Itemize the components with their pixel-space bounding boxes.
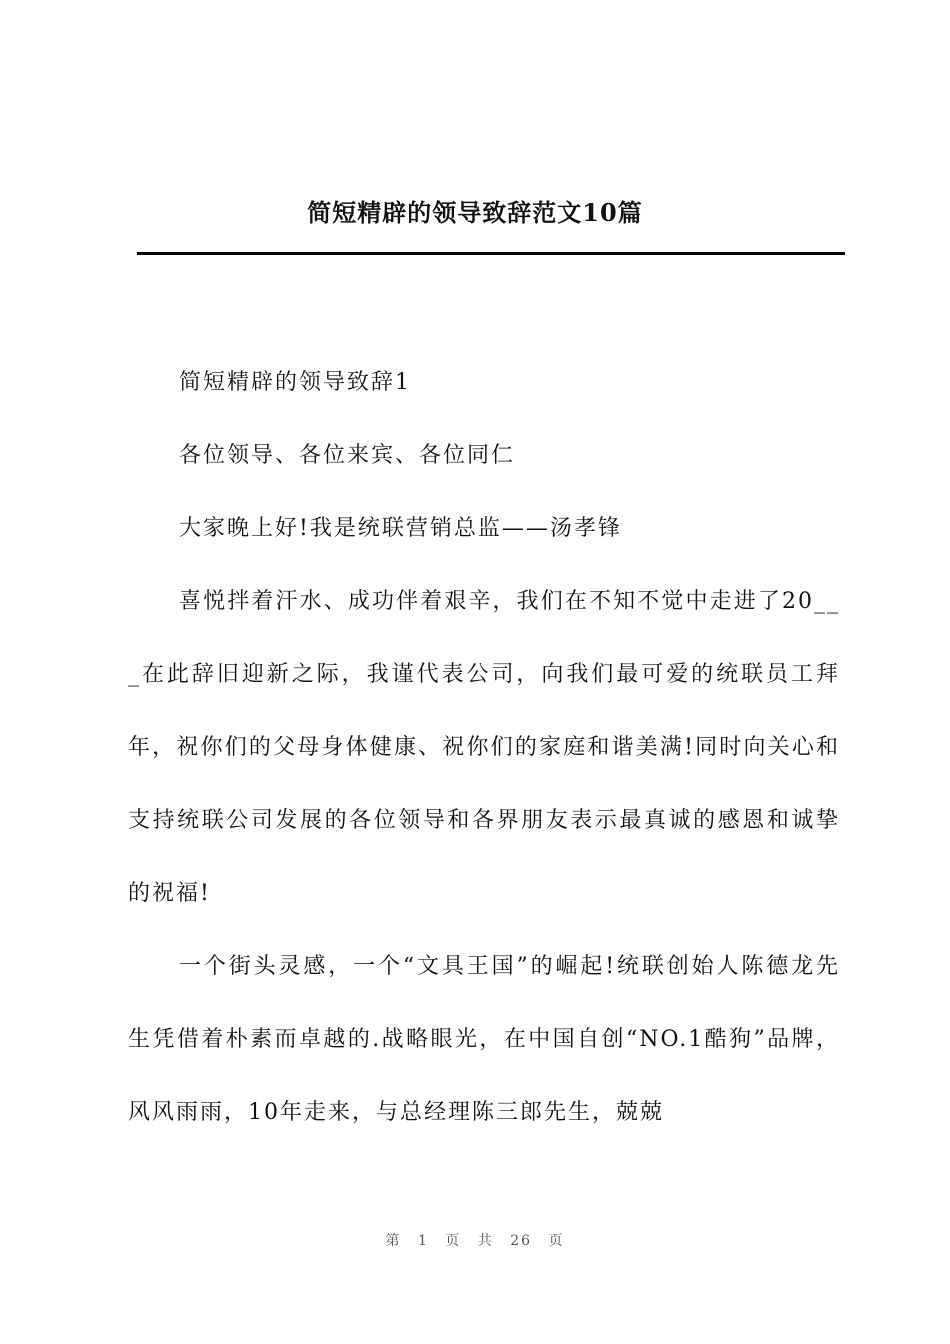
paragraph-salutation: 各位领导、各位来宾、各位同仁 [179, 443, 516, 468]
document-body [128, 346, 840, 1149]
paragraph-new-year-wishes: 喜悦拌着汗水、成功伴着艰辛，我们在不知不觉中走进了20___在此辞旧迎新之际，我谨代表公司，向我们最可爱的统联员工拜年，祝你们的父母身体健康、祝你们的家庭和谐美满!同时向关心和支持统联公司发展的各位领导和各界朋友表示最真诚的感恩和诚挚的祝福! [128, 589, 840, 906]
paragraph-company-history: 一个街头灵感，一个“文具王国”的崛起!统联创始人陈德龙先生凭借着朴素而卓越的.战略眼光，在中国自创“NO.1酷狗”品牌，风风雨雨，10年走来，与总经理陈三郎先生，兢兢 [128, 954, 840, 1125]
paragraph-greeting: 大家晚上好!我是统联营销总监——汤孝锋 [179, 516, 622, 541]
document-title: 简短精辟的领导致辞范文10篇 [307, 198, 643, 227]
paragraph-heading: 简短精辟的领导致辞1 [179, 370, 411, 395]
title-divider [137, 252, 845, 255]
page-number-footer: 第 1 页 共 26 页 [385, 1233, 565, 1249]
